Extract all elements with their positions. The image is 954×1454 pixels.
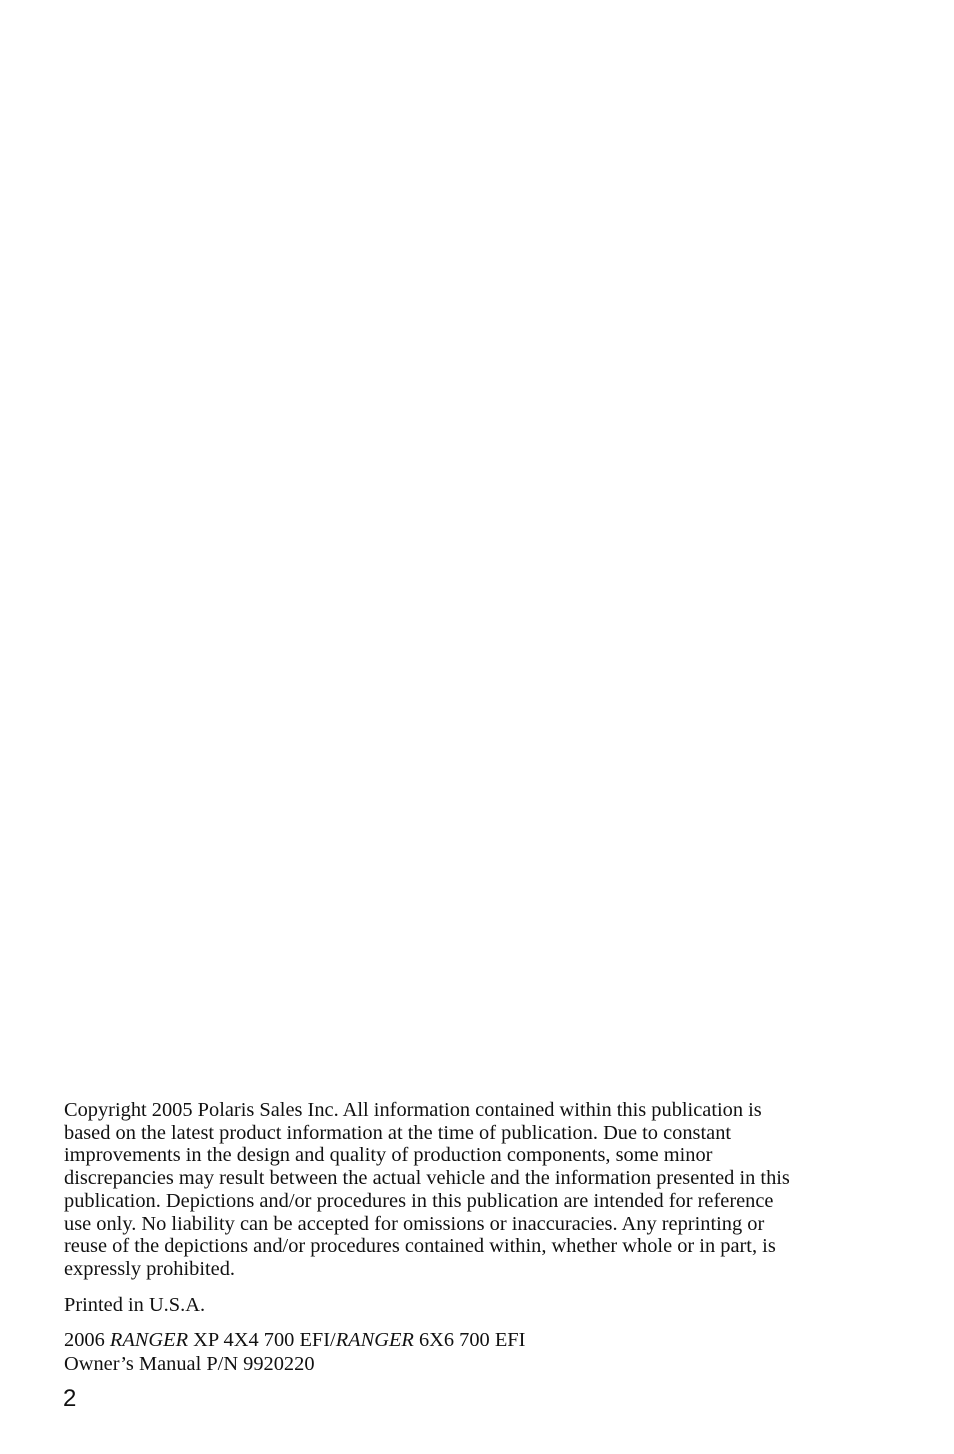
model-line: [64, 1329, 525, 1353]
printed-in-notice: Printed in U.S.A.: [64, 1294, 206, 1316]
model-name-ranger-1: RANGER: [109, 1329, 189, 1351]
model-name-ranger-2: RANGER: [335, 1329, 414, 1351]
model-variant-2: 6X6 700 EFI: [413, 1329, 526, 1351]
page-number: 2: [63, 1385, 77, 1412]
model-variant-1: XP 4X4 700 EFI/: [188, 1329, 336, 1351]
copyright-notice: Copyright 2005 Polaris Sales Inc. All information contained within this publication is based on the latest product information at the time of publication. Due to constant improvements in the design and quality of production components, some minor discrepancies may result between the actual vehicle and the information presented in this publication. Depictions and/or procedures in this publication are intended for reference use only. No liability can be accepted for omissions or inaccuracies. Any reprinting or reuse of the depictions and/or procedures contained within, whether whole or in part, is expressly prohibited.: [64, 1099, 790, 1280]
part-number: Owner’s Manual P/N 9920220: [64, 1352, 315, 1375]
model-year: 2006: [64, 1329, 110, 1351]
model-info: [64, 1329, 525, 1376]
